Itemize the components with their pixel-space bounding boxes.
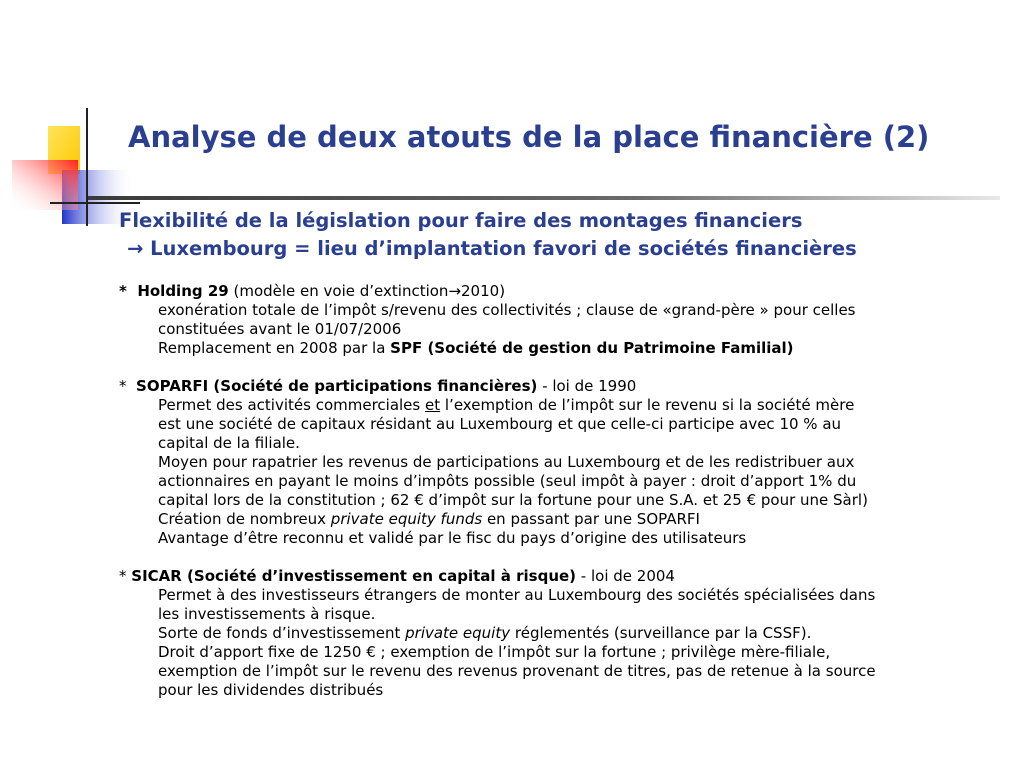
right-arrow-icon: → xyxy=(448,282,462,300)
holding-line: exonération totale de l’impôt s/revenu des collectivités ; clause de «grand-père » pour celles xyxy=(158,301,856,319)
sicar-line: Sorte de fonds d’investissement private equity réglementés (surveillance par la CSSF). xyxy=(158,624,812,642)
subtitle-line-1: Flexibilité de la législation pour faire des montages financiers xyxy=(119,209,803,232)
sicar-heading: * SICAR (Société d’investissement en capital à risque) - loi de 2004 xyxy=(119,567,675,585)
subtitle-line-2: → Luxembourg = lieu d’implantation favori de sociétés financières xyxy=(127,237,857,260)
right-arrow-icon: → xyxy=(127,237,144,260)
sicar-line: les investissements à risque. xyxy=(158,605,376,623)
sicar-line: exemption de l’impôt sur le revenu des revenus provenant de titres, pas de retenue à la source xyxy=(158,662,876,680)
holding-line: constituées avant le 01/07/2006 xyxy=(158,320,402,338)
soparfi-line: capital de la filiale. xyxy=(158,434,300,452)
soparfi-line: Moyen pour rapatrier les revenus de participations au Luxembourg et de les redistribuer aux xyxy=(158,453,855,471)
sicar-line: Permet à des investisseurs étrangers de monter au Luxembourg des sociétés spécialisées dans xyxy=(158,586,876,604)
soparfi-line: capital lors de la constitution ; 62 € d’impôt sur la fortune pour une S.A. et 25 € pour une Sàrl) xyxy=(158,491,868,509)
holding-heading: * Holding 29 (modèle en voie d’extinction→2010) xyxy=(119,282,506,300)
soparfi-line: est une société de capitaux résidant au Luxembourg et que celle-ci participe avec 10 % au xyxy=(158,415,842,433)
slide-body xyxy=(119,282,1009,700)
soparfi-line: Avantage d’être reconnu et validé par le fisc du pays d’origine des utilisateurs xyxy=(158,529,747,547)
soparfi-line: actionnaires en payant le moins d’impôts possible (seul impôt à payer : droit d’apport 1% du xyxy=(158,472,857,490)
slide-title: Analyse de deux atouts de la place financière (2) xyxy=(128,120,930,154)
sicar-line: pour les dividendes distribués xyxy=(158,681,384,699)
slide-subtitle xyxy=(119,207,857,263)
title-divider xyxy=(88,196,1000,200)
soparfi-heading: * SOPARFI (Société de participations financières) - loi de 1990 xyxy=(119,377,637,395)
soparfi-line: Permet des activités commerciales et l’exemption de l’impôt sur le revenu si la société mère xyxy=(158,396,855,414)
soparfi-line: Création de nombreux private equity funds en passant par une SOPARFI xyxy=(158,510,700,528)
holding-line: Remplacement en 2008 par la SPF (Société de gestion du Patrimoine Familial) xyxy=(158,339,794,357)
sicar-line: Droit d’apport fixe de 1250 € ; exemption de l’impôt sur la fortune ; privilège mère-filiale, xyxy=(158,643,831,661)
